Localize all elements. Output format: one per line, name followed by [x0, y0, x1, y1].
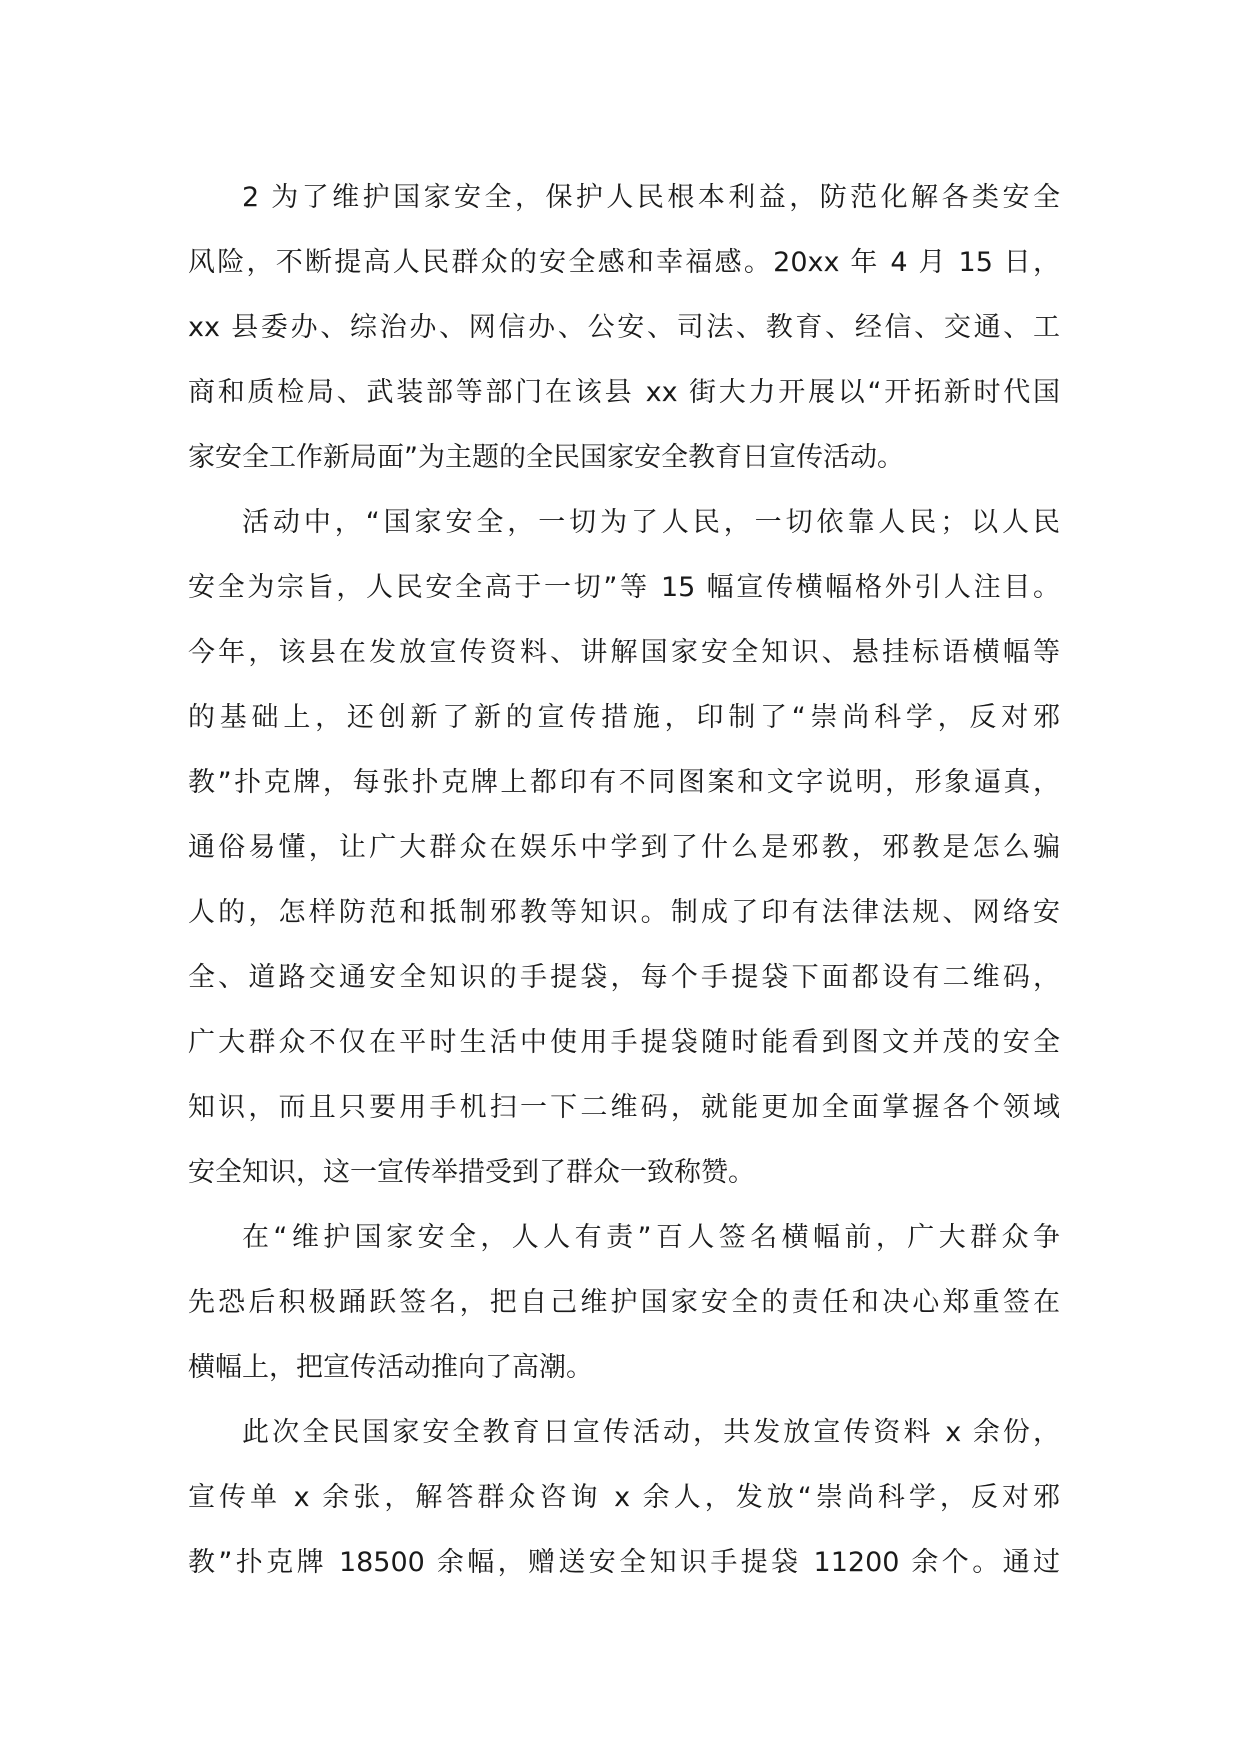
- text-line: 活动中，“国家安全，一切为了人民，一切依靠人民；以人民: [242, 507, 1060, 538]
- paragraph-4: [188, 1400, 1060, 1595]
- text-line: 的基础上，还创新了新的宣传措施，印制了“崇尚科学，反对邪: [188, 702, 1060, 733]
- text-line: 商和质检局、武装部等部门在该县 xx 街大力开展以“开拓新时代国: [188, 377, 1060, 408]
- text-line: 风险，不断提高人民群众的安全感和幸福感。20xx 年 4 月 15 日，: [188, 247, 1060, 278]
- paragraph-3: [188, 1205, 1060, 1400]
- text-line: 宣传单 x 余张，解答群众咨询 x 余人，发放“崇尚科学，反对邪: [188, 1482, 1060, 1513]
- text-line: 广大群众不仅在平时生活中使用手提袋随时能看到图文并茂的安全: [188, 1027, 1060, 1058]
- text-line: 横幅上，把宣传活动推向了高潮。: [188, 1352, 593, 1383]
- text-line: 此次全民国家安全教育日宣传活动，共发放宣传资料 x 余份，: [242, 1417, 1060, 1448]
- paragraph-2: [188, 490, 1060, 1205]
- text-line: 安全知识，这一宣传举措受到了群众一致称赞。: [188, 1157, 755, 1188]
- text-line: 先恐后积极踊跃签名，把自己维护国家安全的责任和决心郑重签在: [188, 1287, 1060, 1318]
- document-body: [188, 165, 1060, 1595]
- text-line: 教”扑克牌 18500 余幅，赠送安全知识手提袋 11200 余个。通过: [188, 1547, 1060, 1578]
- text-line: 安全为宗旨，人民安全高于一切”等 15 幅宣传横幅格外引人注目。: [188, 572, 1060, 603]
- text-line: 家安全工作新局面”为主题的全民国家安全教育日宣传活动。: [188, 442, 904, 473]
- text-line: 人的，怎样防范和抵制邪教等知识。制成了印有法律法规、网络安: [188, 897, 1060, 928]
- text-line: 教”扑克牌，每张扑克牌上都印有不同图案和文字说明，形象逼真，: [188, 767, 1060, 798]
- text-line: 今年，该县在发放宣传资料、讲解国家安全知识、悬挂标语横幅等: [188, 637, 1060, 668]
- text-line: 2 为了维护国家安全，保护人民根本利益，防范化解各类安全: [242, 182, 1060, 213]
- text-line: 通俗易懂，让广大群众在娱乐中学到了什么是邪教，邪教是怎么骗: [188, 832, 1060, 863]
- text-line: 知识，而且只要用手机扫一下二维码，就能更加全面掌握各个领域: [188, 1092, 1060, 1123]
- text-line: xx 县委办、综治办、网信办、公安、司法、教育、经信、交通、工: [188, 312, 1060, 343]
- paragraph-1: [188, 165, 1060, 490]
- text-line: 全、道路交通安全知识的手提袋，每个手提袋下面都设有二维码，: [188, 962, 1060, 993]
- text-line: 在“维护国家安全，人人有责”百人签名横幅前，广大群众争: [242, 1222, 1060, 1253]
